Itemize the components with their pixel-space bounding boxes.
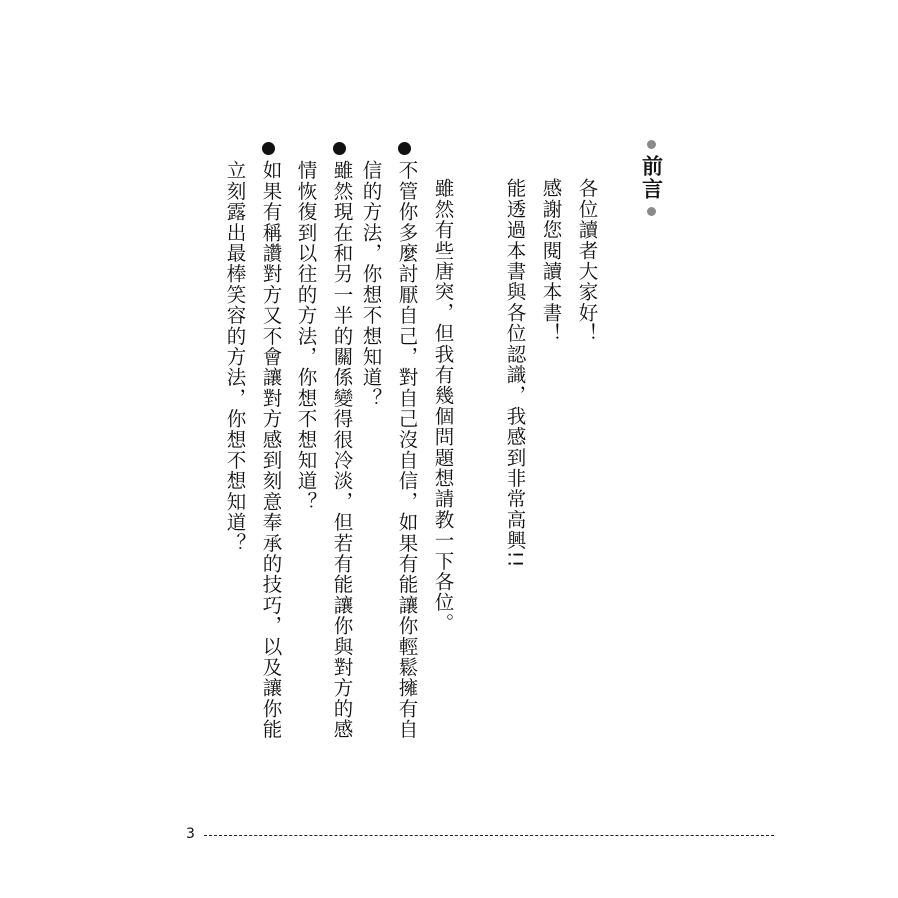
footer-rule	[204, 835, 774, 836]
intro-line: 雖然有些唐突，但我有幾個問題想請教一下各位。	[431, 178, 455, 634]
bullet-icon	[333, 142, 346, 155]
bullet-icon	[398, 142, 411, 155]
question-3-line-1: 如果有稱讚對方又不會讓對方感到刻意奉承的技巧，以及讓你能	[259, 160, 283, 740]
question-2-line-2: 情恢復到以往的方法，你想不想知道？	[294, 160, 318, 512]
page-footer	[186, 826, 774, 842]
heading-dot-bottom	[647, 207, 656, 216]
section-title: 前言	[639, 155, 664, 201]
question-1-line-2: 信的方法，你想不想知道？	[359, 160, 383, 409]
greeting-line-1: 各位讀者大家好！	[575, 178, 599, 344]
page-number: 3	[186, 826, 195, 842]
greeting-line-2: 感謝您閱讀本書！	[539, 178, 563, 344]
section-heading	[637, 140, 665, 216]
question-2-line-1: 雖然現在和另一半的關係變得很冷淡，但若有能讓你與對方的感	[330, 160, 354, 740]
bullet-icon	[262, 142, 275, 155]
question-3-line-2: 立刻露出最棒笑容的方法，你想不想知道？	[223, 160, 247, 554]
question-1-line-1: 不管你多麼討厭自己，對自己沒自信，如果有能讓你輕鬆擁有自	[395, 160, 419, 740]
heading-dot-top	[647, 140, 656, 149]
greeting-line-3: 能透過本書與各位認識，我感到非常高興!!	[503, 178, 527, 569]
